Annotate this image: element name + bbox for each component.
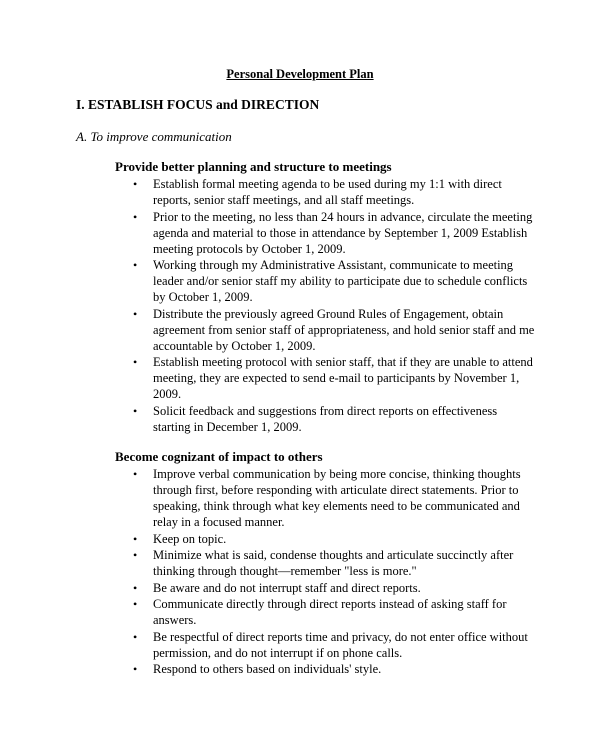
bullet-icon: • [133,629,138,644]
group-heading: Become cognizant of impact to others [115,449,323,464]
bullet-icon: • [133,306,138,321]
list-item [115,596,535,628]
bullet-icon: • [133,258,138,272]
list-item-text: Respond to others based on individuals' style. [153,662,382,676]
bullet-icon: • [133,355,138,369]
list-item-text: Improve verbal communication by being more concise, thinking thoughts through first, before responding with articulate direct statements. Prior to speaking, think through what key elements need to be communicated and relay in a focused manner. [153,467,521,529]
list-item [115,531,535,547]
list-item-text: Establish meeting protocol with senior staff, that if they are unable to attend meeting, they are expected to send e-mail to participants by November 1, 2009. [153,355,533,401]
bullet-icon: • [133,531,138,546]
list-item-text: Solicit feedback and suggestions from direct reports on effectiveness starting in December 1, 2009. [153,403,498,434]
list-item-text: Keep on topic. [153,531,227,546]
group-planning-meetings [115,158,535,435]
list-item [115,629,535,661]
bullet-list [115,466,535,677]
list-item-text: Be respectful of direct reports time and privacy, do not enter office without permission, and do not interrupt if on phone calls. [153,629,528,660]
list-item-text: Establish formal meeting agenda to be used during my 1:1 with direct reports, senior staff meetings, and all staff meetings. [153,177,502,207]
list-item [115,176,535,208]
list-item-text: Working through my Administrative Assistant, communicate to meeting leader and/or senior staff my ability to participate due to schedule conflicts by October 1, 2009. [153,258,528,304]
group-impact-to-others [115,448,535,678]
list-item [115,547,535,579]
list-item-text: Distribute the previously agreed Ground Rules of Engagement, obtain agreement from senior staff of appropriateness, and hold senior staff and me accountable by October 1, 2009. [153,306,535,353]
list-item [115,580,535,596]
bullet-icon: • [133,467,138,481]
list-item-text: Minimize what is said, condense thoughts and articulate succinctly after thinking through thought—remember "less is more." [153,548,514,578]
list-item-text: Prior to the meeting, no less than 24 hours in advance, circulate the meeting agenda and material to those in attendance by September 1, 2009 Establish meeting protocols by October 1, 2009. [153,209,533,256]
list-item-text: Be aware and do not interrupt staff and direct reports. [153,580,421,595]
list-item [115,209,535,257]
list-item [115,661,535,677]
list-item [115,403,535,435]
section-heading: I. ESTABLISH FOCUS and DIRECTION [76,97,320,112]
bullet-icon: • [133,177,138,191]
list-item [115,306,535,354]
bullet-icon: • [133,209,138,224]
list-item-text: Communicate directly through direct reports instead of asking staff for answers. [153,597,507,627]
bullet-icon: • [133,597,138,611]
document-title: Personal Development Plan [226,67,374,81]
bullet-icon: • [133,403,138,418]
bullet-icon: • [133,580,138,595]
bullet-icon: • [133,662,138,676]
list-item [115,257,535,305]
group-heading: Provide better planning and structure to meetings [115,159,392,174]
list-item [115,354,535,402]
subsection-heading: A. To improve communication [76,129,232,144]
bullet-icon: • [133,548,138,562]
bullet-list [115,176,535,435]
list-item [115,466,535,530]
